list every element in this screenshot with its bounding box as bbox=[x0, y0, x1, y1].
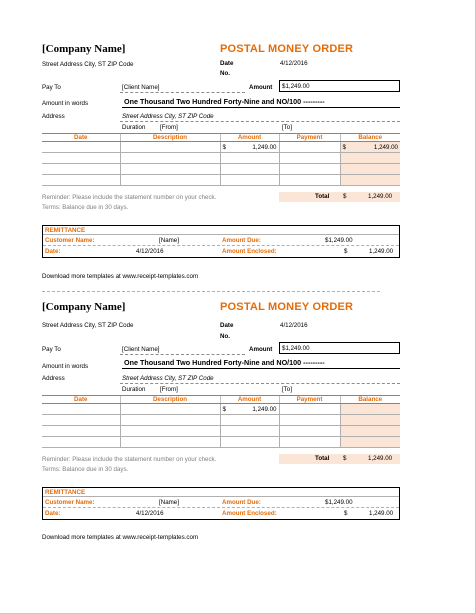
duration-label: Duration bbox=[122, 124, 146, 131]
header-balance: Balance bbox=[340, 134, 400, 142]
date-value: 4/12/2016 bbox=[280, 322, 308, 329]
remit-date-label: Date: bbox=[45, 510, 61, 517]
amount-words: One Thousand Two Hundred Forty-Nine and NO/100 --------- bbox=[124, 358, 325, 367]
total-currency: $ bbox=[343, 455, 347, 462]
company-name: [Company Name] bbox=[42, 301, 126, 313]
table-row bbox=[42, 164, 400, 175]
document-title: POSTAL MONEY ORDER bbox=[220, 301, 354, 313]
date-label: Date bbox=[220, 60, 234, 67]
date-value: 4/12/2016 bbox=[280, 60, 308, 67]
client-address: Street Address City, ST ZIP Code bbox=[122, 113, 214, 120]
terms-text: Terms: Balance due in 30 days. bbox=[42, 204, 129, 211]
cut-line bbox=[42, 291, 380, 292]
amount-value: $1,249.00 bbox=[282, 83, 310, 90]
remit-date-value: 4/12/2016 bbox=[136, 510, 164, 517]
table-row: $ 1,249.00 bbox=[42, 404, 400, 415]
total-label: Total bbox=[315, 193, 330, 200]
header-description: Description bbox=[120, 134, 220, 142]
document-title: POSTAL MONEY ORDER bbox=[220, 43, 354, 55]
transactions-table bbox=[42, 133, 400, 186]
amount-due-value: $1,249.00 bbox=[325, 237, 353, 244]
table-row bbox=[42, 153, 400, 164]
remit-date-value: 4/12/2016 bbox=[136, 248, 164, 255]
transactions-table bbox=[42, 395, 400, 448]
amount-enclosed-value: 1,249.00 bbox=[369, 248, 394, 255]
address-label: Address bbox=[42, 375, 65, 382]
header-balance: Balance bbox=[340, 396, 400, 404]
reminder-text: Reminder: Please include the statement number on your check. bbox=[42, 194, 217, 201]
duration-label: Duration bbox=[122, 386, 146, 393]
table-row: $ 1,249.00 $ 1,249.00 bbox=[42, 142, 400, 153]
number-label: No. bbox=[220, 70, 230, 77]
address-label: Address bbox=[42, 113, 65, 120]
total-currency: $ bbox=[343, 193, 347, 200]
header-amount: Amount bbox=[220, 134, 279, 142]
table-row bbox=[42, 426, 400, 437]
client-address: Street Address City, ST ZIP Code bbox=[122, 375, 214, 382]
header-description: Description bbox=[120, 396, 220, 404]
amount-due-label: Amount Due: bbox=[222, 499, 261, 506]
total-value: 1,249.00 bbox=[368, 193, 393, 200]
pay-to-label: Pay To bbox=[42, 84, 61, 91]
total-value: 1,249.00 bbox=[368, 455, 393, 462]
header-payment: Payment bbox=[279, 396, 340, 404]
amount-enclosed-currency: $ bbox=[344, 248, 348, 255]
amount-value: $1,249.00 bbox=[282, 345, 310, 352]
reminder-text: Reminder: Please include the statement number on your check. bbox=[42, 456, 217, 463]
table-row bbox=[42, 415, 400, 426]
client-name: [Client Name] bbox=[122, 346, 160, 353]
download-link-text: Download more templates at www.receipt-templates.com bbox=[42, 534, 199, 541]
company-address: Street Address City, ST ZIP Code bbox=[42, 322, 134, 329]
customer-name-value: [Name] bbox=[159, 499, 179, 506]
pay-to-label: Pay To bbox=[42, 346, 61, 353]
remittance-box bbox=[42, 225, 400, 258]
customer-name-label: Customer Name: bbox=[45, 499, 95, 506]
total-label: Total bbox=[315, 455, 330, 462]
date-label: Date bbox=[220, 322, 234, 329]
customer-name-label: Customer Name: bbox=[45, 237, 95, 244]
remittance-title: REMITTANCE bbox=[43, 488, 399, 497]
header-date: Date bbox=[42, 396, 120, 404]
amount-enclosed-currency: $ bbox=[344, 510, 348, 517]
amount-due-label: Amount Due: bbox=[222, 237, 261, 244]
from-label: [From] bbox=[160, 124, 178, 131]
header-date: Date bbox=[42, 134, 120, 142]
remittance-title: REMITTANCE bbox=[43, 226, 399, 235]
amount-words: One Thousand Two Hundred Forty-Nine and NO/100 --------- bbox=[124, 97, 325, 106]
header-amount: Amount bbox=[220, 396, 279, 404]
table-row bbox=[42, 437, 400, 448]
remit-date-label: Date: bbox=[45, 248, 61, 255]
from-label: [From] bbox=[160, 386, 178, 393]
client-name: [Client Name] bbox=[122, 84, 160, 91]
amount-due-value: $1,249.00 bbox=[325, 499, 353, 506]
download-link-text: Download more templates at www.receipt-templates.com bbox=[42, 273, 199, 280]
company-name: [Company Name] bbox=[42, 43, 126, 55]
customer-name-value: [Name] bbox=[159, 237, 179, 244]
amount-enclosed-value: 1,249.00 bbox=[369, 510, 394, 517]
amount-words-label: Amount in words bbox=[42, 363, 89, 370]
amount-enclosed-label: Amount Enclosed: bbox=[222, 248, 277, 255]
table-row bbox=[42, 175, 400, 186]
amount-label: Amount bbox=[249, 84, 273, 91]
amount-label: Amount bbox=[249, 346, 273, 353]
to-label: [To] bbox=[282, 386, 292, 393]
header-payment: Payment bbox=[279, 134, 340, 142]
company-address: Street Address City, ST ZIP Code bbox=[42, 61, 134, 68]
terms-text: Terms: Balance due in 30 days. bbox=[42, 466, 129, 473]
number-label: No. bbox=[220, 333, 230, 340]
amount-enclosed-label: Amount Enclosed: bbox=[222, 510, 277, 517]
to-label: [To] bbox=[282, 124, 292, 131]
remittance-box bbox=[42, 487, 400, 520]
amount-words-label: Amount in words bbox=[42, 100, 89, 107]
